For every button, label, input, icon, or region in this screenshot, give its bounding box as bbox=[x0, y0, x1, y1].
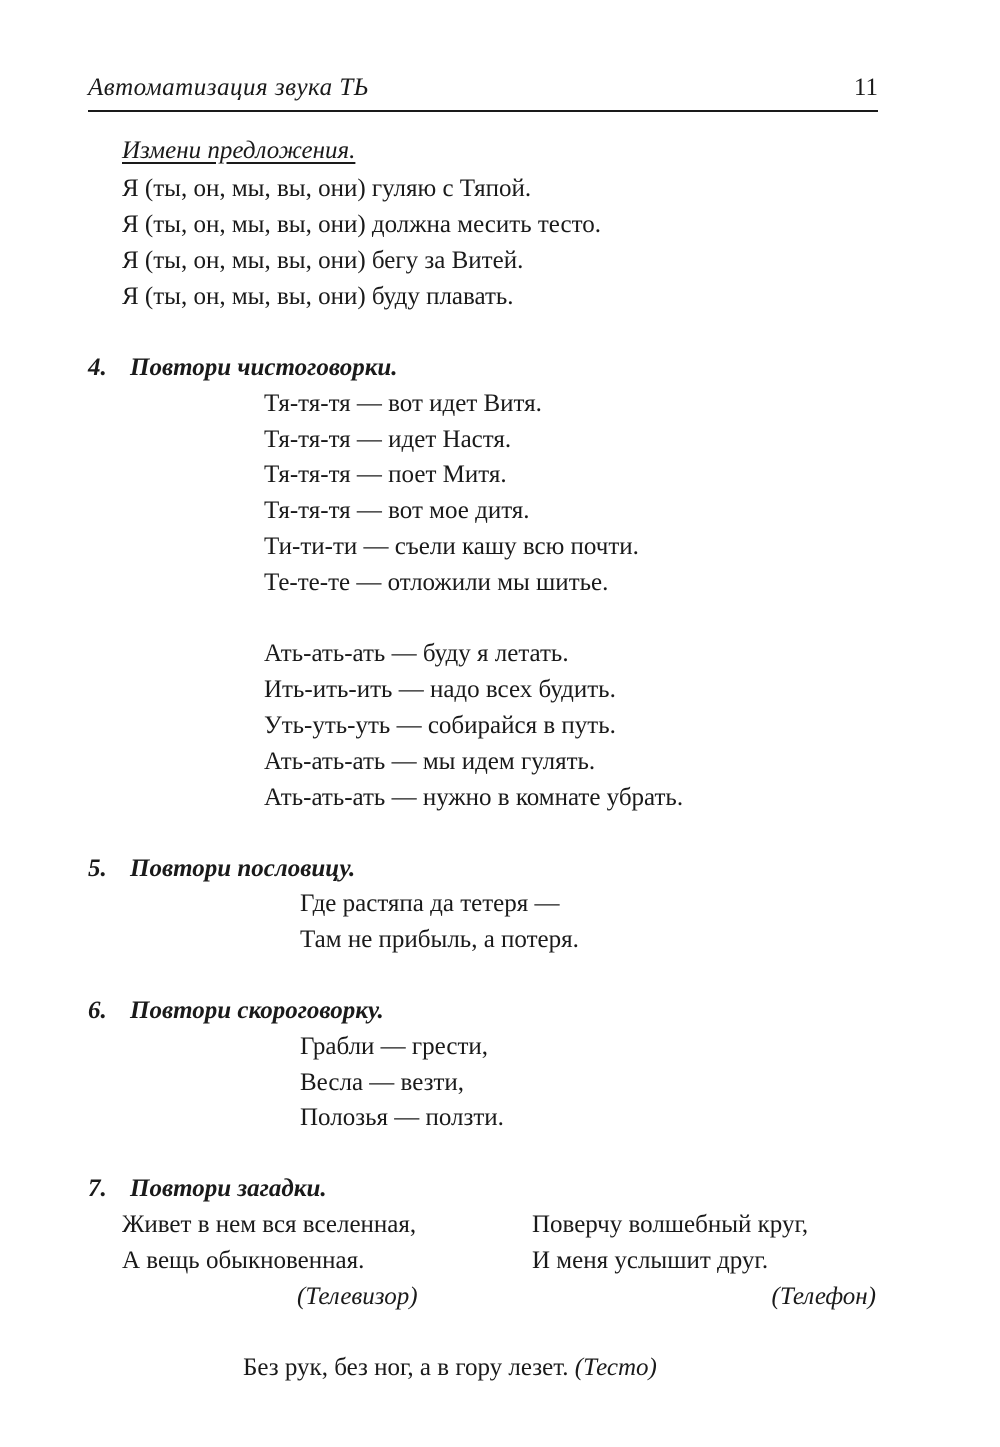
section-6-number: 6. bbox=[88, 997, 107, 1024]
tongue-twister-line: Ать-ать-ать — мы идем гулять. bbox=[264, 748, 596, 775]
tongue-twister-line: Тя-тя-тя — вот идет Витя. bbox=[264, 390, 542, 417]
proverb-line: Там не прибыль, а потеря. bbox=[300, 926, 579, 953]
tongue-twister-line: Те-те-те — отложили мы шитье. bbox=[264, 569, 609, 596]
riddle-1-line: А вещь обыкновенная. bbox=[122, 1247, 365, 1274]
page-number: 11 bbox=[853, 74, 878, 101]
tongue-twister-line: Полозья — ползти. bbox=[300, 1104, 504, 1131]
riddle-2-answer: (Телефон) bbox=[771, 1283, 876, 1310]
tongue-twister-line: Ать-ать-ать — нужно в комнате убрать. bbox=[264, 784, 684, 811]
intro-line: Я (ты, он, мы, вы, они) должна месить тесто. bbox=[122, 211, 601, 238]
tongue-twister-line: Уть-уть-уть — собирайся в путь. bbox=[264, 712, 616, 739]
riddle-2-line: И меня услышит друг. bbox=[532, 1247, 769, 1274]
intro-line: Я (ты, он, мы, вы, они) буду плавать. bbox=[122, 283, 514, 310]
section-7-title: Повтори загадки. bbox=[130, 1175, 327, 1202]
riddle-3-answer: (Тесто) bbox=[574, 1354, 657, 1381]
section-7-number: 7. bbox=[88, 1175, 107, 1202]
riddle-1-line: Живет в нем вся вселенная, bbox=[122, 1211, 417, 1238]
tongue-twister-line: Грабли — грести, bbox=[300, 1033, 489, 1060]
tongue-twister-line: Тя-тя-тя — поет Митя. bbox=[264, 461, 507, 488]
header-rule bbox=[88, 110, 878, 112]
tongue-twister-line: Ти-ти-ти — съели кашу всю почти. bbox=[264, 533, 639, 560]
section-4-number: 4. bbox=[88, 354, 107, 381]
riddle-3 bbox=[243, 1355, 657, 1380]
riddle-2-line: Поверчу волшебный круг, bbox=[532, 1211, 809, 1238]
tongue-twister-line: Ать-ать-ать — буду я летать. bbox=[264, 640, 569, 667]
intro-line: Я (ты, он, мы, вы, они) гуляю с Тяпой. bbox=[122, 175, 532, 202]
page-header bbox=[88, 74, 878, 110]
section-4-title: Повтори чистоговорки. bbox=[130, 354, 398, 381]
section-5-title: Повтори пословицу. bbox=[130, 855, 356, 882]
section-6-title: Повтори скороговорку. bbox=[130, 997, 384, 1024]
riddle-1-answer: (Телевизор) bbox=[297, 1283, 418, 1310]
tongue-twister-line: Тя-тя-тя — вот мое дитя. bbox=[264, 497, 530, 524]
tongue-twister-line: Ить-ить-ить — надо всех будить. bbox=[264, 676, 616, 703]
intro-line: Я (ты, он, мы, вы, они) бегу за Витей. bbox=[122, 247, 524, 274]
tongue-twister-line: Весла — везти, bbox=[300, 1069, 465, 1096]
running-title: Автоматизация звука ТЬ bbox=[88, 74, 370, 101]
tongue-twister-line: Тя-тя-тя — идет Настя. bbox=[264, 426, 512, 453]
riddle-3-text: Без рук, без ног, а в гору лезет. bbox=[243, 1354, 569, 1381]
intro-heading: Измени предложения. bbox=[122, 137, 356, 164]
proverb-line: Где растяпа да тетеря — bbox=[300, 890, 560, 917]
section-5-number: 5. bbox=[88, 855, 107, 882]
